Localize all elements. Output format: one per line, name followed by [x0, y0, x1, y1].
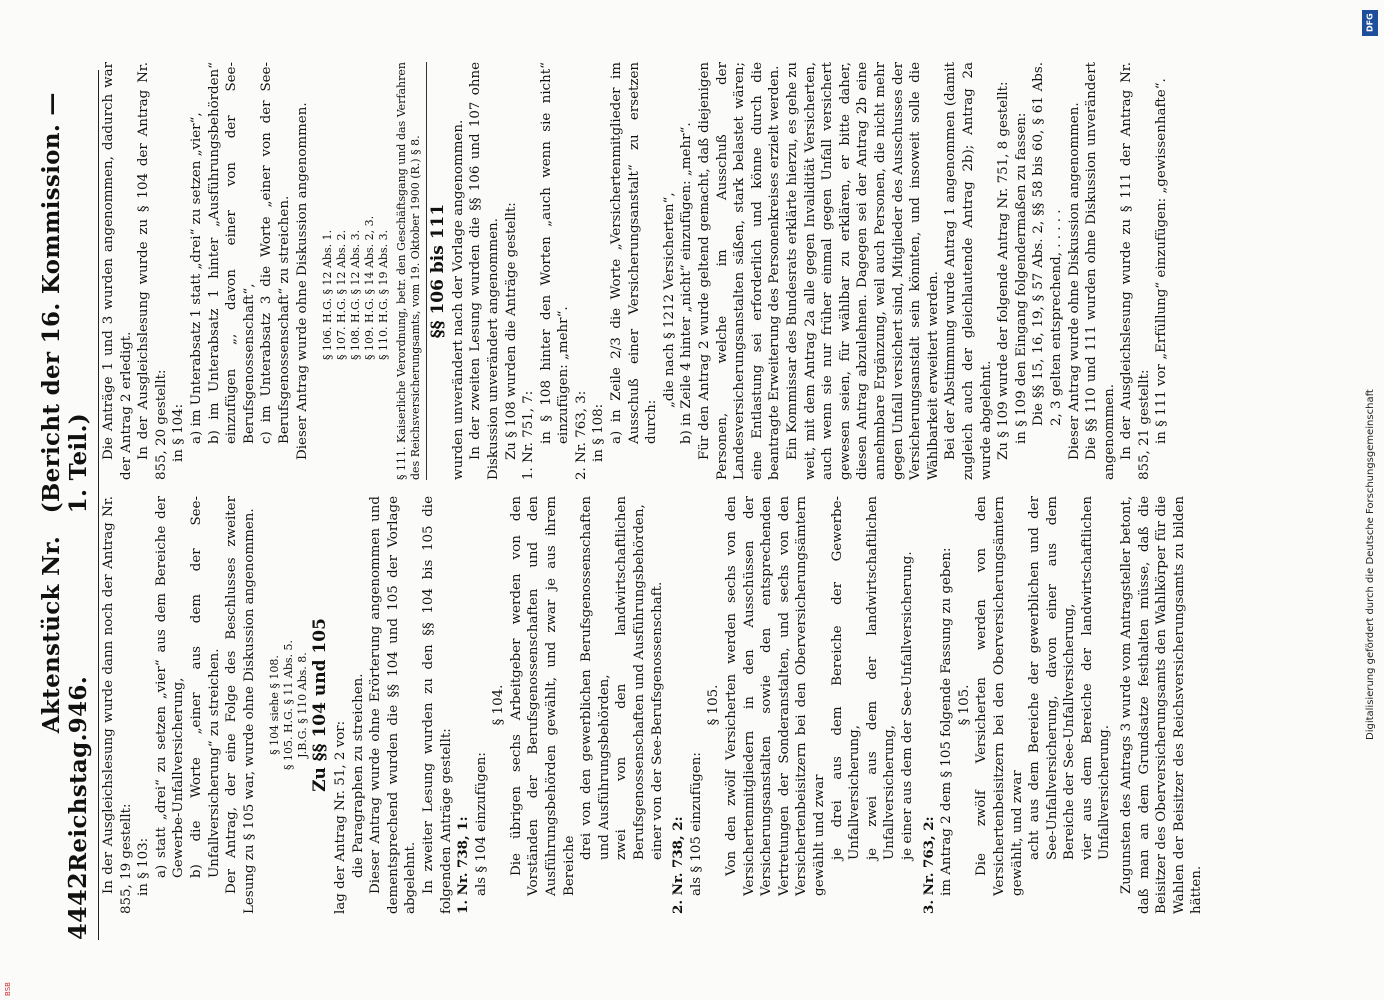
paragraph: Die übrigen sechs Arbeitgeber werden von den Vorständen der Berufsgenossenschaften und den Ausführungsbehörden gewählt, und zwar je aus ihrem Bereiche	[508, 496, 577, 896]
list-item: 1. Nr. 738, 1:	[455, 816, 472, 914]
reference: § 105. H.G. § 11 Abs. 5.	[282, 639, 296, 771]
list-item: a) in Zeile 2/3 die Worte „Versichertenmitglieder im Ausschuß einer Versicherungsanstalt“ zu ersetzen durch:	[609, 62, 660, 444]
reference: § 107. H.G. § 12 Abs. 2.	[335, 229, 349, 360]
list-item: 2. Nr. 763, 3:	[573, 390, 589, 480]
header-center: Aktenstück Nr. 946.	[38, 535, 92, 734]
paragraph: Die §§ 110 und 111 wurden ohne Diskussion unverändert angenommen.	[1084, 62, 1117, 480]
left-column	[100, 496, 1314, 914]
section-number: § 105.	[706, 684, 722, 726]
library-mark: BSB	[4, 982, 12, 996]
list-item: b) in Zeile 4 hinter „nicht“ einzufügen: „mehr“.	[679, 122, 695, 444]
reference: § 109. H.G. § 14 Abs. 2, 3.	[363, 215, 377, 360]
paragraph: Die Anträge 1 und 3 wurden angenommen, dadurch war der Antrag 2 erledigt.	[101, 62, 134, 480]
paragraph: Der Antrag, der eine Folge des Beschlusses zweiter Lesung zu § 105 war, wurde ohne Diskussion angenommen.	[224, 496, 257, 914]
paragraph: in § 103:	[136, 837, 152, 896]
right-column	[100, 62, 1314, 480]
paragraph: die Paragraphen zu streichen.	[350, 673, 366, 878]
list-item: a) statt „drei“ zu setzen „vier“ aus dem Bereiche der Gewerbe-Unfallversicherung,	[153, 496, 187, 878]
list-item: 1. Nr. 751, 7:	[521, 390, 537, 480]
paragraph: als § 105 einzufügen:	[688, 752, 704, 896]
paragraph: in § 108:	[591, 403, 607, 462]
paragraph: In zweiter Lesung wurden zu den §§ 104 bis 105 die folgenden Anträge gestellt:	[420, 496, 454, 914]
paragraph: Zugunsten des Antrags 3 wurde vom Antragsteller betont, daß man an dem Grundsatze festhalten müsse, daß die Beisitzer des Oberversicherungsamts den Wahlkörper für die Wahlen der Beisitzer des Reichsversicherungsamts zu bilden hätten.	[1119, 496, 1205, 914]
section-heading: Zu §§ 104 und 105	[310, 618, 331, 792]
reference-table	[321, 62, 391, 360]
list-item: c) im Unterabsatz 3 die Worte „einer von der See-Berufsgenossenschaft“ zu streichen.	[259, 62, 292, 444]
header-right: (Bericht der 16. Kommission. — 1. Teil.)	[38, 92, 92, 514]
quote: „die nach § 1212 Versicherten“,	[661, 192, 677, 408]
paragraph: Für den Antrag 2 wurde geltend gemacht, daß diejenigen Personen, welche im Ausschuß der Landesversicherungsanstalten säßen, stark belastet wären; eine Entlastung sei erforderlich und könne durch die beantragte Erweiterung des Personenkreises erzielt werden.	[697, 62, 783, 480]
paragraph: In der zweiten Lesung wurden die §§ 106 und 107 ohne Diskussion unverändert angenommen.	[468, 62, 501, 480]
paragraph: Bei der Abstimmung wurde Antrag 1 angenommen (damit zugleich auch der gleichlautende Antrag 2b); Antrag 2a wurde abgelehnt.	[943, 62, 994, 480]
paragraph: Dieser Antrag wurde ohne Erörterung angenommen und dementsprechend wurden die §§ 104 und 105 der Vorlage abgelehnt.	[368, 496, 419, 914]
paragraph: im Antrag 2 dem § 105 folgende Fassung zu geben:	[939, 547, 955, 896]
reference: § 108. H.G. § 12 Abs. 3.	[349, 229, 363, 360]
running-header	[40, 70, 99, 940]
paragraph: in § 109 den Eingang folgendermaßen zu fassen:	[1013, 112, 1029, 444]
paragraph: Die zwölf Versicherten werden von den Versichertenbeisitzern bei den Oberversicherungsämtern gewählt, und zwar	[974, 496, 1025, 896]
reference: J.B.G. § 110 Abs. 8.	[296, 652, 310, 758]
reference: § 110. H.G. § 19 Abs. 3.	[377, 229, 391, 360]
dfg-logo: DFG	[1362, 10, 1378, 36]
list-item: b) im Unterabsatz 1 hinter „Ausführungsbehörden“ einzufügen „, davon einer von der See-Berufsgenossenschaft“,	[206, 62, 257, 444]
paragraph: in § 111 vor „Erfüllung“ einzufügen: „gewissenhafte“.	[1154, 78, 1170, 444]
paragraph: Dieser Antrag wurde ohne Diskussion angenommen.	[294, 102, 310, 460]
list-item: je einer aus dem der See-Unfallversicherung.	[899, 551, 915, 860]
reference: § 106. H.G. § 12 Abs. 1.	[321, 229, 335, 360]
section-number: § 104.	[491, 684, 507, 726]
paragraph: Dieser Antrag wurde ohne Diskussion angenommen.	[1066, 102, 1082, 460]
footnote-reference: § 111. Kaiserliche Verordnung, betr. den Geschäftsgang und das Verfahren des Reichsversicherungsamts, vom 19. Oktober 1900 (R.) § 8.	[395, 62, 423, 480]
paragraph: Ein Kommissar des Bundesrats erklärte hierzu, es gehe zu weit, mit dem Antrag 2a alle gegen Invalidität Versicherten, auch wenn sie nur früher einmal gegen Unfall versichert gewesen seien, für wählbar zu erklären, er bitte daher, diesen Antrag abzulehnen. Dagegen sei der Antrag 2b eine annehmbare Ergänzung, weil auch Personen, die nicht mehr gegen Unfall versichert sind, Mitglieder des Ausschusses der Versicherungsanstalt sein könnten, und insoweit solle die Wählbarkeit erweitert werden.	[785, 62, 941, 480]
reference: § 104 siehe § 108.	[268, 655, 282, 755]
section-heading: §§ 106 bis 111	[428, 203, 449, 339]
list-item: a) im Unterabsatz 1 statt „drei“ zu setzen „vier“,	[188, 112, 204, 444]
paragraph: In der Ausgleichslesung wurde dann noch der Antrag Nr. 855, 19 gestellt:	[101, 496, 134, 914]
list-item: zwei von den landwirtschaftlichen Berufsgenossenschaften und Ausführungsbehörden,	[614, 496, 648, 860]
list-item: vier aus dem Bereiche der landwirtschaftlichen Unfallversicherung.	[1079, 496, 1113, 860]
paragraph: Zu § 108 wurden die Anträge gestellt:	[503, 202, 519, 460]
header-left: Reichstag.	[65, 733, 92, 872]
digitization-credit: Digitalisierung gefördert durch die Deutsche Forschungsgemeinschaft	[1365, 389, 1376, 740]
list-item: acht aus dem Bereiche der gewerblichen und der See-Unfallversicherung, davon einer aus dem Bereiche der See-Unfallversicherung,	[1027, 496, 1078, 860]
page-number: 4442	[63, 872, 92, 940]
list-item: einer von der See-Berufsgenossenschaft.	[649, 581, 665, 860]
list-item: 3. Nr. 763, 2:	[920, 816, 937, 914]
paragraph: in § 108 hinter den Worten „auch wenn sie nicht“ einzufügen: „mehr“.	[538, 62, 572, 444]
paragraph: wurden unverändert nach der Vorlage angenommen.	[450, 119, 466, 480]
list-item: 2. Nr. 738, 2:	[670, 816, 687, 914]
paragraph: Zu § 109 wurde der folgende Antrag Nr. 751, 8 gestellt:	[996, 81, 1012, 460]
paragraph: als § 104 einzufügen:	[473, 752, 489, 896]
list-item: drei von den gewerblichen Berufsgenossenschaften und Ausführungsbehörden,	[579, 496, 612, 860]
list-item: b) die Worte „einer aus dem der See-Unfallversicherung“ zu streichen.	[188, 496, 222, 878]
paragraph: In der Ausgleichslesung wurde zu § 111 der Antrag Nr. 855, 21 gestellt:	[1119, 62, 1152, 480]
paragraph: Von den zwölf Versicherten werden sechs von den Versichertenmitgliedern in den Ausschüssen der Versicherungsanstalten sowie den entsprechenden Vertretungen der Sonderanstalten, und sechs von den Versichertenbeisitzern bei den Oberversicherungsämtern gewählt und zwar	[724, 496, 827, 896]
divider	[426, 62, 427, 480]
list-item: je zwei aus dem der landwirtschaftlichen Unfallversicherung,	[864, 496, 898, 860]
list-item: je drei aus dem Bereiche der Gewerbe-Unfallversicherung,	[829, 496, 863, 860]
paragraph: lag der Antrag Nr. 51, 2 vor:	[332, 720, 348, 914]
section-number: § 105.	[956, 684, 972, 726]
quote: Die §§ 15, 16, 19, § 57 Abs. 2, §§ 58 bis 60, § 61 Abs. 2, 3 gelten entsprechend, . . . . .	[1031, 62, 1064, 426]
paragraph: In der Ausgleichslesung wurde zu § 104 der Antrag Nr. 855, 20 gestellt:	[136, 62, 169, 480]
paragraph: in § 104:	[171, 403, 187, 462]
